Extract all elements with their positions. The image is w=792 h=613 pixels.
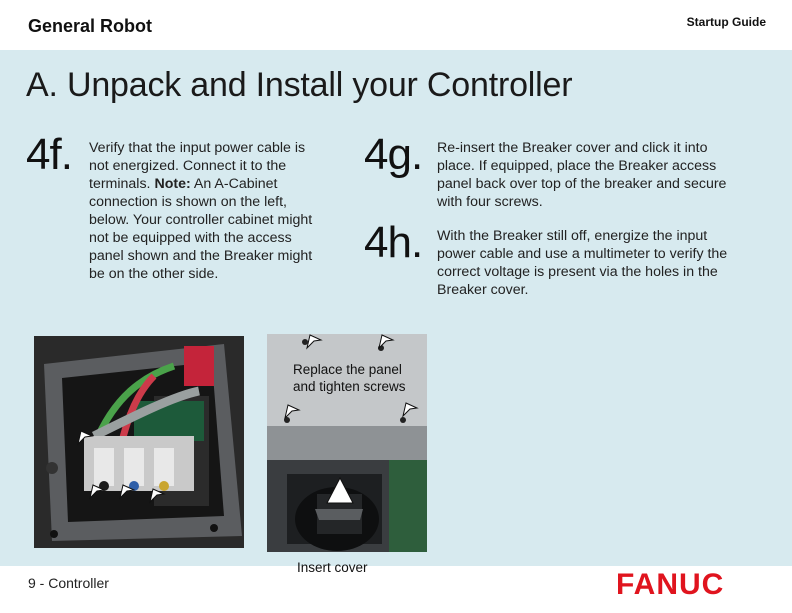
guide-label: Startup Guide (686, 15, 766, 29)
page-title: A. Unpack and Install your Controller (26, 66, 573, 104)
step-line-part: An A-Cabinet (193, 176, 278, 192)
step-line: Breaker cover. (437, 282, 529, 298)
step-line: connection is shown on the left, (89, 194, 287, 210)
panel-caption (293, 361, 423, 395)
arrow-pointer-icon (401, 400, 419, 418)
step-number: 4h. (364, 218, 423, 267)
step-line: not energized. Connect it to the (89, 158, 287, 174)
breaker-terminal-photo (34, 336, 244, 548)
step-line: not be equipped with the access (89, 230, 292, 246)
step-line: Verify that the input power cable is (89, 140, 306, 156)
step-line (89, 175, 349, 193)
step-line-part: terminals. (89, 176, 151, 192)
breaker-terminal-image (34, 336, 244, 548)
step-line: panel back over top of the breaker and secure (437, 176, 727, 192)
insert-cover-caption: Insert cover (297, 560, 368, 575)
arrow-pointer-icon (76, 428, 94, 446)
step-line: Re-insert the Breaker cover and click it into (437, 140, 708, 156)
page-footer-label: 9 - Controller (28, 575, 109, 591)
arrow-pointer-icon (377, 334, 395, 350)
step-text (437, 139, 767, 211)
step-text (437, 227, 767, 299)
brand-name: General Robot (28, 16, 153, 36)
step-4f (26, 130, 346, 300)
step-line: panel shown and the Breaker might (89, 248, 313, 264)
step-number: 4g. (364, 130, 423, 179)
note-label: Note: (154, 176, 191, 192)
header-bar (0, 0, 792, 50)
step-line: With the Breaker still off, energize the input (437, 228, 708, 244)
step-line: place. If equipped, place the Breaker access (437, 158, 717, 174)
step-text (89, 139, 349, 283)
caption-line: and tighten screws (293, 379, 406, 394)
step-4g (364, 130, 764, 220)
step-number: 4f. (26, 130, 72, 179)
step-line: with four screws. (437, 194, 543, 210)
arrow-pointer-icon (148, 486, 166, 504)
step-4h (364, 218, 764, 308)
fanuc-logo: FANUC (616, 568, 725, 601)
step-line: power cable and use a multimeter to verify the (437, 246, 728, 262)
caption-line: Replace the panel (293, 362, 402, 377)
arrow-pointer-icon (118, 482, 136, 500)
step-line: correct voltage is present via the holes in the (437, 264, 718, 280)
step-line: below. Your controller cabinet might (89, 212, 313, 228)
arrow-pointer-icon (283, 402, 301, 420)
access-panel-photo (267, 334, 427, 552)
step-line: be on the other side. (89, 266, 219, 282)
arrow-pointer-icon (88, 482, 106, 500)
arrow-pointer-icon (305, 334, 323, 350)
